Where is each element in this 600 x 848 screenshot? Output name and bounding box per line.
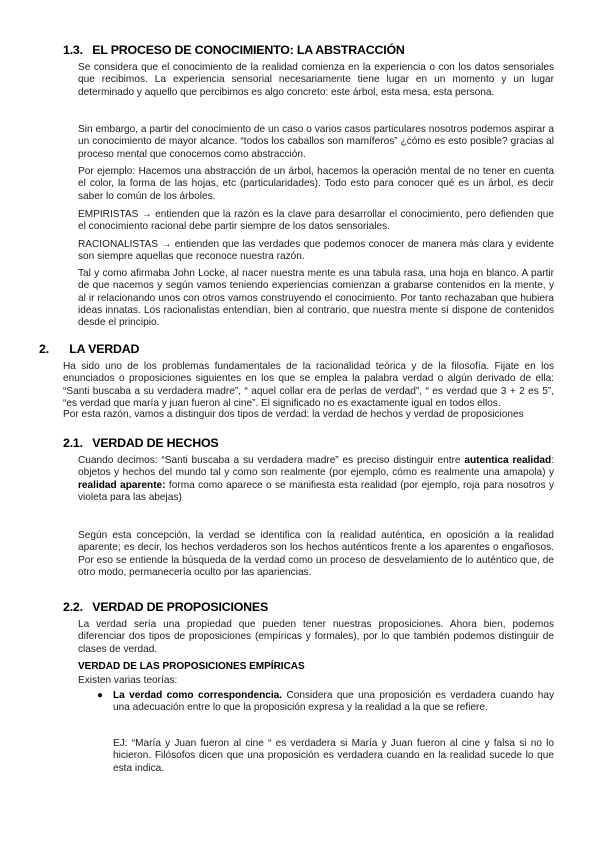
paragraph-locke: Tal y como afirmaba John Locke, al nacer nuestra mente es una tabula rasa, una hoja en blanco. A partir de que nacemos y según vamos teniendo experiencias comienzan a grabarse contenidos en la mente, y al ir relacionando unos con otros vamos construyendo el conocimiento. Por tanto rechazaban que hubiera ideas innatas. Los racionalistas entendían, bien al contrario, que nuestra mente sí dispone de contenidos desde el principio. [78, 268, 554, 329]
heading-number: 1.3. [63, 43, 83, 57]
paragraph-empiristas: EMPIRISTAS → entienden que la razón es la clave para desarrollar el conocimiento, pero defienden que el conocimiento racional debe partir siempre de los datos sensoriales. [78, 209, 554, 233]
paragraph-concepcion: Según esta concepción, la verdad se identifica con la realidad auténtica, en oposición a la realidad aparente; es decir, los hechos verdaderos son los hechos auténticos frente a los aparentes o engañosos. Por eso se entiende la búsqueda de la verdad como un proceso de desvelamiento de lo auténtico que, de otro modo, permanecería oculto por las apariencias. [78, 530, 554, 579]
subheading-empiricas: VERDAD DE LAS PROPOSICIONES EMPÍRICAS [78, 661, 305, 672]
text-run: : objetos y hechos del mundo tal y como son realmente (por ejemplo, cómo es realmente una amapola) y [78, 455, 554, 479]
heading-number: 2. [39, 342, 49, 356]
paragraph-tipos-verdad: Por esta razón, vamos a distinguir dos tipos de verdad: la verdad de hechos y verdad de proposiciones [63, 409, 524, 420]
paragraph-teorias: Existen varias teorías: [78, 675, 178, 686]
paragraph-verdad: Ha sido uno de los problemas fundamentales de la racionalidad teórica y de la filosofía. Fijate en los enunciados o proposiciones siguientes en los que se emplea la palabra verdad o algún derivado de ella: “Santi buscaba a su verdadera madre”, “ aquel collar era de perlas de verdad”, “ es verdad que 3 + 2 es 5”, “es verdad que maría y juan fueron al cine”. El significado no es exactamente igual en todos ellos. [63, 361, 554, 410]
text-run: forma como aparece o se manifiesta esta realidad (por ejemplo, roja para nosotros y violeta para las abejas) [78, 479, 554, 504]
bold-term-correspondencia: La verdad como correspondencia. [113, 690, 283, 701]
heading-2-2 [63, 600, 268, 614]
paragraph-abstraccion: Sin embargo, a partir del conocimiento de un caso o varios casos particulares nosotros podemos aspirar a un conocimiento de mayor alcance. “todos los caballos son mamíferos” ¿cómo es esto posible? gracias al proceso mental que conocemos como abstracción. [78, 124, 554, 160]
paragraph-experiencia: Se considera que el conocimiento de la realidad comienza en la experiencia o con los datos sensoriales que recibimos. La experiencia sensorial necesariamente tiene lugar en un momento y un lugar determinado y aquello que percibimos es algo concreto: este árbol, esta mesa, esta persona. [78, 62, 554, 98]
heading-1-3 [63, 43, 405, 57]
text-run: Cuando decimos: “Santi buscaba a su verdadera madre” es preciso distinguir entre [78, 455, 465, 466]
bold-term-autentica: autentica realidad [464, 455, 552, 466]
bullet-correspondencia [113, 690, 554, 715]
heading-title: LA VERDAD [69, 342, 140, 356]
heading-title: VERDAD DE PROPOSICIONES [92, 600, 269, 614]
paragraph-racionalistas: RACIONALISTAS → entienden que las verdades que podemos conocer de manera más clara y evidente son siempre aquellas que reconoce nuestra razón. [78, 239, 554, 263]
bullet-dot: ● [97, 690, 104, 701]
paragraph-proposiciones: La verdad sería una propiedad que pueden tener nuestras proposiciones. Ahora bien, podemos diferenciar dos tipos de proposiciones (empíricas y formales), por lo que también podemos distinguir de clases de verdad. [78, 619, 554, 655]
heading-number: 2.2. [63, 600, 83, 614]
bold-term-aparente: realidad aparente: [78, 479, 166, 491]
heading-2-1 [63, 436, 218, 450]
heading-number: 2.1. [63, 436, 83, 450]
paragraph-ejemplo: Por ejemplo: Hacemos una abstracción de un árbol, hacemos la operación mental de no tener en cuenta el color, la forma de las hojas, etc (particularidades). Todo esto para conocer qué es un árbol, es decir saber lo común de los árboles. [78, 166, 554, 202]
text-run: Considera que una proposición es verdadera cuando hay una adecuación entre lo que la proposición expresa y la realidad a la que se refiere. [113, 690, 555, 714]
paragraph-hechos [78, 455, 554, 504]
heading-title: VERDAD DE HECHOS [92, 436, 219, 450]
heading-2 [39, 342, 139, 356]
bullet-example: EJ: “María y Juan fueron al cine “ es verdadera si María y Juan fueron al cine y falsa si no lo hicieron. Filósofos dicen que una proposición es verdadera cuando en la realidad sucede lo que esta indica. [113, 738, 554, 774]
heading-title: EL PROCESO DE CONOCIMIENTO: LA ABSTRACCIÓN [92, 43, 405, 57]
